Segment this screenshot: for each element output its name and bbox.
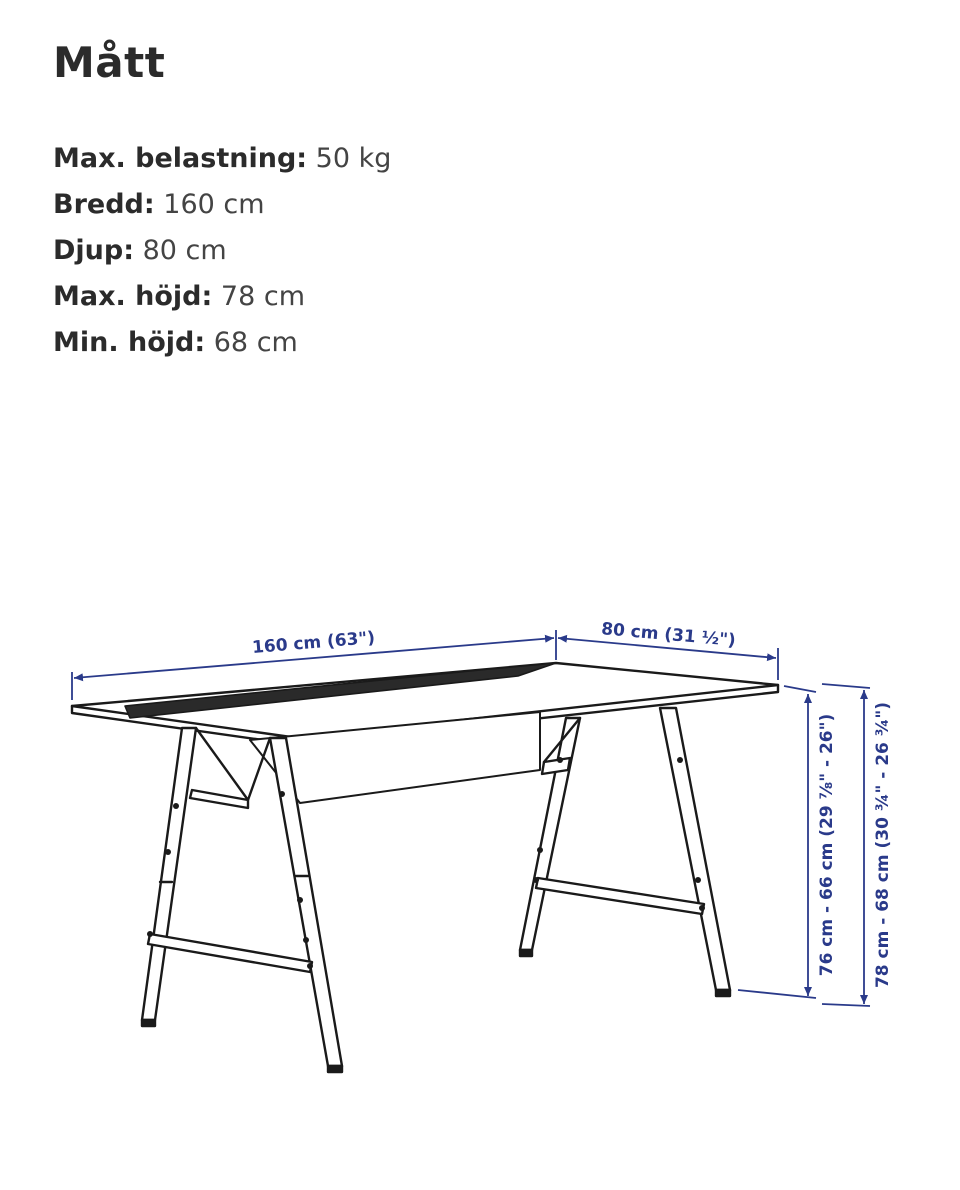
spec-value: 68 cm — [213, 327, 298, 358]
spec-width — [53, 182, 391, 228]
spec-label: Bredd: — [53, 189, 155, 220]
spec-label: Min. höjd: — [53, 327, 206, 358]
spec-label: Djup: — [53, 235, 135, 266]
spec-max-height — [53, 274, 391, 320]
spec-value: 160 cm — [163, 189, 265, 220]
height-inner-label: 76 cm - 66 cm (29 ⅞" - 26") — [817, 713, 837, 977]
page-title: Mått — [53, 38, 166, 87]
spec-list — [53, 136, 391, 366]
spec-value: 80 cm — [142, 235, 227, 266]
spec-label: Max. belastning: — [53, 143, 308, 174]
height-dimension-inner — [738, 686, 816, 998]
width-label: 160 cm (63") — [251, 628, 376, 659]
depth-label: 80 cm (31 ½") — [600, 619, 737, 651]
desk-dimension-drawing — [0, 560, 960, 1120]
height-outer-label: 78 cm - 68 cm (30 ¾" - 26 ¾") — [873, 701, 893, 989]
spec-min-height — [53, 320, 391, 366]
spec-value: 50 kg — [315, 143, 392, 174]
spec-label: Max. höjd: — [53, 281, 213, 312]
spec-depth — [53, 228, 391, 274]
spec-value: 78 cm — [220, 281, 305, 312]
desk-illustration — [72, 663, 778, 1072]
spec-max-load — [53, 136, 391, 182]
